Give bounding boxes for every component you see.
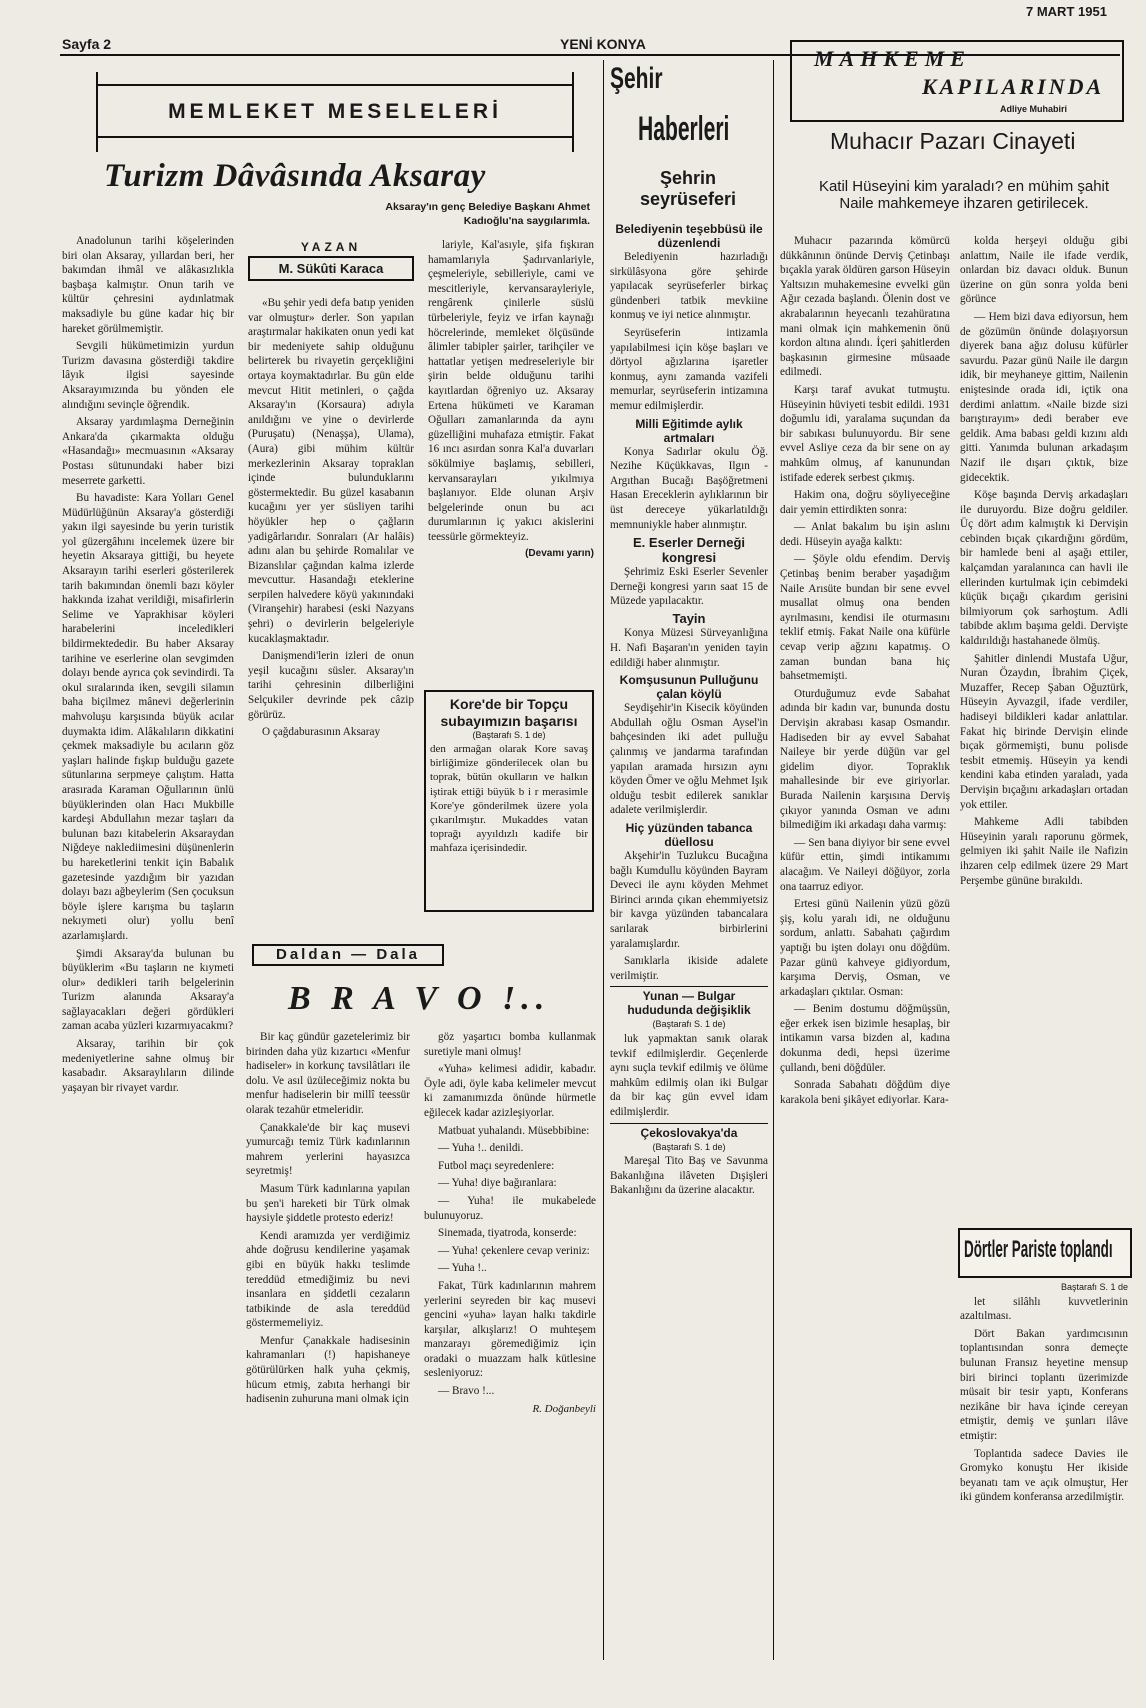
paragraph: Şimdi Aksaray'da bulunan bu büyüklerim «Bu taşların ne kıymeti olur» dedikleri tarih belgelerinin Turizm alanında Aksaray'a sağlayacakları değeri gördükleri zaman acaba yüzleri kızarmıyacakmı? (62, 947, 234, 1033)
paragraph: göz yaşartıcı bomba kullanmak suretiyle mani olmuş! (424, 1031, 596, 1058)
mahkeme-box (790, 40, 1124, 122)
article-column (428, 238, 594, 562)
paragraph: Belediyenin hazırladığı sirkülâsyona göre şehirde yapılacak seyrüseferler birkaç gündenberi tatbik mevkiine konmuş ve iyi netice alınmıştır. (610, 251, 768, 322)
paragraph: Matbuat yuhalandı. Müsebbibine: (438, 1124, 590, 1137)
sehir-logo (608, 62, 768, 162)
paragraph: O çağdaburasının Aksaray (262, 726, 381, 739)
section-rule (96, 84, 572, 86)
article-column (246, 1030, 410, 1410)
dortler-headline: Dörtler Pariste toplandı (964, 1236, 1113, 1263)
article-column (960, 234, 1128, 891)
news-subhead: Yunan — Bulgar hududunda değişiklik (610, 986, 768, 1017)
paragraph: — Benim dostumu döğmüşsün, eğer erkek isen bizimle hesaplaş, bir intikamın varsa bizden al, kadına dokunma dedi, hepsi üzerime çullandı, beni döğdüler. (780, 1003, 950, 1074)
paragraph: Sonrada Sabahatı döğdüm diye karakola beni şikâyet ediyorlar. Kara- (780, 1079, 950, 1106)
paragraph: «Yuha» kelimesi adidir, kabadır. Öyle adi, öyle kaba kelimeler mevcut ki zamanımızda önünde hürmetle eğilecek kadar azizleşiyorlar. (424, 1063, 596, 1119)
paragraph: luk yapmaktan sanık olarak tevkif edilmişlerdir. Geçenlerde aynı suçla tevkif edilmiş ve ölüme mahkûm edilmiş olan iki Bulgar da bir kaç gün evvel idam edilmişlerdir. (610, 1032, 768, 1118)
paragraph: Kendi aramızda yer verdiğimiz ahde doğrusu kendilerine yaşamak gibi en büyük hakkı teslimde tereddüd etmediğimiz bu nevi insanlara en şiddetli cezaların tatbikinde de asla tereddüd göstermemeliyiz. (246, 1229, 410, 1330)
paragraph: Danişmendi'lerin izleri de onun yeşil kucağını süsler. Aksaray'ın tarihi çehresinin dilberliğini Selçukiler devrinde pek câzip görürüz. (248, 650, 414, 721)
paragraph: Masum Türk kadınlarına yapılan bu şen'i hareketi bir Türk olmak haysiyle şiddetle protesto ederiz! (246, 1182, 410, 1225)
paragraph: Karşı taraf avukat tutmuştu. Hüseyinin hüviyeti tesbit edildi. 1931 doğumlu idi, yaralama suçundan da bir sabıkası bulunuyordu. Bir sene evvel Asliye ceza da bir sene on ay mahkûm olmuş, af kanunundan istifade ederek serbest çıkmış. (780, 383, 950, 484)
paragraph: Anadolunun tarihi köşelerinden biri olan Aksaray, yıllardan beri, her bakımdan ihmâl ve alâkasızlıkla başbaşa kalmıştır. Onun tarih ve kültür çehresini aydınlatmak maksadiyle bu güne kadar hiç bir hareket görülmemiştir. (62, 235, 234, 335)
kore-body: den armağan olarak Kore savaş birliğimize gönderilecek olan bu toprak, bütün okulların ve halkın iştirak ettiği büyük b i r merasimle Kore'ye gönderilmek üzere yola çıkarılmıştır. Mukaddes vatan toprağı ayyıldızlı kadife bir mahfaza içerisindedir. (430, 743, 588, 855)
byline-author: M. Sükûti Karaca (248, 256, 414, 281)
paragraph: Mahkeme Adli tabibden Hüseyinin yaralı raporunu görmek, gelmiyen iki şahit Naile ile Nafizin ihzaren celp edilmek üzere 29 Mart Perşembe gününe bırakıldı. (960, 816, 1128, 887)
byline-label: YAZAN (300, 240, 362, 254)
article-column (62, 234, 234, 1098)
paragraph: let silâhlı kuvvetlerinin azaltılması. (960, 1295, 1128, 1323)
article-column (248, 296, 414, 743)
paragraph: Aksaray yardımlaşma Derneğinin Ankara'da çıkarmakta olduğu «Hasandağı» mecmuasının «Aksaray Postası sütunundaki haber bizi meserrete garketti. (62, 416, 234, 487)
news-subhead: Milli Eğitimde aylık artmaları (635, 416, 743, 445)
paragraph: — Yuha! çekenlere cevap veriniz: (438, 1244, 590, 1257)
headline: Turizm Dâvâsında Aksaray (104, 158, 486, 194)
paragraph: Konya Müzesi Sürveyanlığına H. Nafi Başaran'ın yeniden tayin edildiği haber alınmıştır. (610, 627, 768, 669)
article-column (960, 1280, 1128, 1508)
continued-note: (Baştarafı S. 1 de) (652, 1141, 726, 1152)
paragraph: Seyrüseferin intizamla yapılabilmesi için köşe başları ve dörtyol ağızlarına işaretler konmuş, aynı zamanda vazifeli memurlar, seyrüseferin intizamına memur edilmişlerdir. (610, 326, 768, 412)
paragraph: Sevgili hükümetimizin yurdun Turizm davasına gösterdiği takdire lâyık ilgisi sayesinde Aksarayımızında bu yönden ele alındığını sevinçle öğrendik. (62, 340, 234, 411)
paragraph: — Yuha !.. denildi. (438, 1142, 524, 1155)
paragraph: Şehrimiz Eski Eserler Sevenler Derneği kongresi yarın saat 15 de Müzede yapılacaktır. (610, 566, 768, 608)
column-rule (773, 60, 774, 1660)
signature: R. Doğanbeyli (532, 1402, 596, 1415)
issue-date: 7 MART 1951 (1026, 4, 1107, 19)
paragraph: kolda herşeyi olduğu gibi anlattım, Naile ile ifade verdik, onlardan biz davacı olduk. Bunun üzerine on gün sonra yolda beni görünce (960, 235, 1128, 306)
paragraph: lariyle, Kal'asıyle, şifa fışkıran hamamlarıyla Şadırvanlariyle, çeşmeleriyle, sebilleriyle, cami ve mescitleriyle, kervansarayleriyle, rengârenk çinilerle süslü türbeleriyle, feyiz ve irfan kaynağı höcrelerinde, memleket ölçüsünde âlimler tabipler şairler, tarihçiler ve hattatlar yetişen medreseleriyle bir şirin belde olduğunu tarihi kayıtlardan öğreniyo uz. Aksaray Ertena hükümeti ve Karaman Oğulları zamanlarında da aynı güzelliğini muhafaza etmiştir. Fakat 16 ıncı asırdan sonra Kal'a duvarları sökülmiye başlamış, sebilleri, kervansarayları yıkılmıya başlanıyor. Elde olunan Arşiv belgelerinde onun bu acı durumlarının iç yakıcı akislerini teessürle görmekteyiz. (428, 239, 594, 543)
paragraph: Sinemada, tiyatroda, konserde: (438, 1227, 577, 1240)
article-column (424, 1030, 596, 1416)
paragraph: — Anlat bakalım bu işin aslını dedi. Hüseyin ayağa kalktı: (780, 521, 950, 548)
news-subhead: Çekoslovakya'da (610, 1123, 768, 1140)
paragraph: Fakat, Türk kadınlarının mahrem yerlerini seyreden bir kaç musevi gencini «yuha» layan halkı takdirle karşılar, alkışlarız! O muhteşem manzarayı göremediğimiz için oradaki o muazzam halk kütlesine sesleniyoruz: (424, 1279, 596, 1380)
news-subhead: Hiç yüzünden tabanca düellosu (625, 821, 753, 849)
paragraph: — Yuha !.. (438, 1262, 487, 1275)
paragraph: Futbol maçı seyredenlere: (438, 1159, 555, 1172)
paragraph: Çanakkale'de bir kaç musevi yumurcağı temiz Türk kadınlarının mahrem yerlerini hayasızca seyretmiş! (246, 1121, 410, 1178)
paragraph: Seydişehir'in Kisecik köyünden Abdullah oğlu Osman Aysel'in bahçesinden iki adet pulluğu çalınmış ve jandarma tarafından yapılan aramada hırsızın aynı köyden Ömer ve oğlu Mehmet Işık olduğu tesbit edilerek sanıklar adalete verilmişlerdir. (610, 702, 768, 817)
sehir-logo-a: Şehir (610, 62, 663, 95)
paragraph: — Yuha! ile mukabelede bulunuyoruz. (424, 1194, 596, 1222)
paragraph: Bu havadiste: Kara Yolları Genel Müdürlüğünün Aksaray'a gösterdiği yakın ilgi sayesinde bu yerin turistik yol güzergâhını incelemek üzere bir heyetin Aksaraya gittiği, bu heyete Aksarayın tarihi eserleri gösterilerek tarih bakımından önemli bazı köyler hakkında izahat verildiği, misafirlerin Selime ve Yaprakhisar köyleri harabelerini inceledikleri bildirmektededir. Bu haber Aksaray tarihine ve eserlerine olan sevgimden dolayı bende ayrıca çok sevindirdi. Ta okul sıralarında iken, sevgili silamın baha biçilmez mânevi değerlerinin mahvoluşu karşısında büyük acılar duymakta idim. Alâkalıların dikkatini çekmek maksadiyle bu acıların göz yaşları halinde fışkıp bulduğu gazete sütunlarına serpmeye çalıştım. Hatta arasırada Karaman Oğullarının ünlü büyüklerinden olan Hacı Mukbille kardeşi Abdullahın mezar taşları da bulunan bazı kitabelerin Aksaraydan Niğdeye naklediimesini düşünenlerin bu hareketlerini tenkit için Babalık gazetesinde yazdığım bir yazıdan dolayı bazı ağbeylerim (Sen çocuksun böyle işlere karışma bu taşların nekıymeti olur) yollu benî azarlamışlardı. (62, 492, 234, 942)
paragraph: Sanıklarla ikiside adalete verilmiştir. (610, 955, 768, 982)
article-column (780, 234, 950, 1110)
news-subhead: Komşusunun Pulluğunu çalan köylü (619, 673, 759, 702)
bravo-headline: B R A V O !.. (288, 980, 551, 1017)
news-column (610, 222, 768, 1201)
paragraph: — Şöyle oldu efendim. Derviş Çetinbaş benim beraber yaşadığım Naile Arısüte bundan bir sene evvel musallat olmuş ona benden ayrılmasını, kendisi ile oturmasını teklif etmiş. Fakat Naile ona küfürle cevap verip ağzını kapatmış. O zaman bundan bana hiç bahsetmemişti. (780, 553, 950, 683)
paragraph: — Hem bizi dava ediyorsun, hem de gözümün önünde dolaşıyorsun diyerek bana ağız dolusu küfürler savurdu. Pazar günü Naile ile dargın idik, bir meyhaneye gittim, Nailenin eniştesinde orada idi, içtik ona derdimi anlattım. «Naile bizde sizi barıştırayım» dedi beraber eve geldik. Ama babası geldi kızını aldı gitti. Yanımda bulunan arkadaşım Nazif ile dışarı çıktık, bize gidecektik. (960, 310, 1128, 484)
mahkeme-headline: Muhacır Pazarı Cinayeti (830, 128, 1076, 154)
paragraph: — Bravo !... (438, 1385, 495, 1398)
mahkeme-box-b: KAPILARINDA (922, 74, 1105, 99)
mahkeme-box-a: MAHKEME (814, 46, 971, 71)
kore-headline: Kore'de bir Topçu subayımızın başarısı (440, 696, 578, 729)
continued-note: (Baştarafı S. 1 de) (652, 1019, 726, 1030)
section-title: MEMLEKET MESELELERİ (168, 100, 502, 123)
paragraph: Menfur Çanakkale hadisesinin kahramanları (!) hapishaneye götürülürken halk yuha çekmiş, hücum etmiş, zabıta herhangi bir hadisenin zuhuruna mani olmak için (246, 1334, 410, 1406)
news-subhead: Belediyenin teşebbüsü ile düzenlendi (615, 222, 763, 250)
paragraph: Hakim ona, doğru söyliyeceğine dair yemin ettirdikten sonra: (780, 489, 950, 516)
deck: Aksaray'ın genç Belediye Başkanı Ahmet Kadıoğlu'na saygılarımla. (385, 201, 590, 227)
continued-note: Baştarafı S. 1 de (1060, 1282, 1128, 1292)
mahkeme-deck: Katil Hüseyini kim yaraladı? en mühim şahit Naile mahkemeye ihzaren getirilecek. (818, 178, 1110, 212)
paper-name: YENİ KONYA (560, 36, 646, 52)
paragraph: Şahitler dinlendi Mustafa Uğur, Nuran Özaydın, İbrahim Çiçek, Muzaffer, Recep Şaban Oğuztürk, Hüseyin Ayvazgil, ifade verdiler, hadiseyi bildikleri kadar anlattılar. Fakat hiç birinde Dervişin elinde bıçak görmemişti, bunu polisde tesbit etmemiş. Hüseyin ya kendi kendini kaba etinden yaraladı, yada Dervişin bıçağını arkadaşları ortadan yok ettiler. (960, 652, 1128, 811)
paragraph: «Bu şehir yedi defa batıp yeniden var olmuştur» derler. Son yapılan araştırmalar hakikaten onun yedi kat bir medeniyete sahip olduğunu belirterek bu rivayetin gerçekliğini ortaya koymaktadırlar. Bu gün elde mevcut Hitit metinleri, o çağda Aksaray'ın (Korsaura) adıyla anıldığını ve yine o devirlerde (Puruşatu) (Nenaşşa), Ulama), (Aura) gibi mühim kültür merkezlerinin Aksaray topraklan içinde bulunduklarını göstermektedir. Bu güzel kasabanın kucağını yer yer süsliyen tarihi höyükler hep o çağların yadigârlarıdır. Sonraları (Ar halâis) adını alan bu şehirde Romalılar ve Bizanslılar çağından kalma izlerde mevcuttur. Hasandağı eteklerine serpilen halvedere köyü yakınındaki (Viranşehir) harabesi (eski Nazyans şehri) o devirlerin belgeleriyle kucaklaşmaktadır. (248, 297, 414, 645)
news-subhead: Tayin (672, 610, 706, 626)
paragraph: Mareşal Tito Baş ve Savunma Bakanlığına ilâveten Dışişleri Bakanlığını da üzerine alacaktır. (610, 1155, 768, 1197)
bravo-rubric-box (252, 944, 444, 966)
paragraph: Bir kaç gündür gazetelerimiz bir birinden daha yüz kızartıcı «Menfur hadiseler» in korkunç tavsilâtları ile dolu. Ve asıl üzüleceğimiz nokta bu menfur hadiselerin bir millî teessür olarak tezahür etmeleridir. (246, 1031, 410, 1116)
section-rule (96, 136, 572, 138)
continued-note: (Devamı yarın) (525, 548, 594, 560)
paragraph: Akşehir'in Tuzlukcu Bucağına bağlı Kumdullu köyünden Bayram Deveci ile aynı köyden Mehmet Birinci arında çıkan ehemmiyetsiz bir kavga yüzünden tabancalara sarılarak birbirlerini yaralamışlardır. (610, 850, 768, 950)
paragraph: Toplantıda sadece Davies ile Gromyko konuştu Her ikiside beyanatı tam ve açık olmuştur, Her iki gündem konferansa arzedilmiştir. (960, 1447, 1128, 1504)
paragraph: Konya Sadırlar okulu Öğ. Nezihe Küçükkavas, Ilgın - Argıthan Bucağı Başöğretmeni Hasan Ereceklerin aylıklarının bir üst dereceye yükarlatıldığı memnuniykle haber alınmıştır. (610, 445, 768, 531)
sehir-logo-b: Haberleri (638, 110, 730, 148)
paragraph: Muhacır pazarında kömürcü dükkânının önünde Derviş Çetinbaşı bıçakla yarak öldüren garson Hüseyin Yaltsızın muhakemesine evvelki gün Ağır cezada başlandı. Ölenin dost ve akrabalarının heyecanlı tezahüratına mani olmak için mahkemenin önü kordon altına alındı. İçeri şahitlerden başkasının girmesine müsaade edilmedi. (780, 235, 950, 379)
paragraph: — Sen bana diyiyor bir sene evvel küfür ettin, şimdi intikamımı alacağım. Ve Naileyi döğüyor, zorla ona taarruz ediyor. (780, 836, 950, 893)
column-rule (603, 60, 604, 1660)
paragraph: Oturduğumuz evde Sabahat adında bir kadın var, bununda dostu Dervişin akrabası kasap Osmandır. Hadiseden bir ay evvel Sabahat Naileye bir yerde düğün var gel gidelim diyor. Topraklık mahallesinde bir eve giriyorlar. Burada Nailenin karşısına Derviş çıkıyor yanında Osman ve adını bilmediğim iki arkadaşı daha varmış: (780, 687, 950, 832)
paragraph: — Yuha! diye bağıranlara: (438, 1177, 557, 1190)
kore-article (424, 690, 594, 912)
page-number: Sayfa 2 (62, 36, 112, 52)
mahkeme-box-c: Adliye Muhabiri (1000, 104, 1068, 114)
sehir-title: Şehrin seyrüseferi (639, 168, 737, 209)
dortler-headline-box (958, 1228, 1132, 1278)
paragraph: Dört Bakan yardımcısının toplantısından sonra demeçte bulunan Fransız heyetine mensup biri birinci toplantı üzerimizde müsait bir tesir yaptı, Konferans nezikâne bir hava içinde cereyan etmiştir, demiş ve şunları ilâve etmiştir: (960, 1327, 1128, 1442)
bravo-rubric: Daldan — Dala (275, 946, 421, 963)
paragraph: Köşe başında Derviş arkadaşları ile duruyordu. Bize doğru geldiler. Üç dört adım kalmıştık ki Dervişin cebinden bıçak çıkardığını gördüm, bir hamlede beni al aşağı ettiler, kalçamdan yaralanınca can havli ile ellerinden kurtulmak için cebimdeki küçük bıçağı çıkardım gerisini bilmiyorum çok sarhoştum. Adli tabibde aklım başıma geldi. Dervişte kaldırıldığı hastahanede ölmüş. (960, 489, 1128, 648)
byline-box (248, 240, 414, 281)
continued-note: (Baştarafı S. 1 de) (472, 730, 546, 740)
paragraph: Ertesi günü Nailenin yüzü gözü şiş, kolu yaralı idi, ne olduğunu sordum, anlattı. Sabahatı çağırdım yaptığı bu işten dolayı onu döğdüm. Pazar günü kahveye gidiyordum, karşıma Derviş, Osman, ve arkadaşları çıktılar. Osman: (780, 898, 950, 998)
news-subhead: E. Eserler Derneği kongresi (633, 535, 745, 566)
paragraph: Aksaray, tarihin bir çok medeniyetlerine sahne olmuş bir kasabadır. Aksaraylıların dilinde yaşayan bir rivayet vardır. (62, 1038, 234, 1094)
